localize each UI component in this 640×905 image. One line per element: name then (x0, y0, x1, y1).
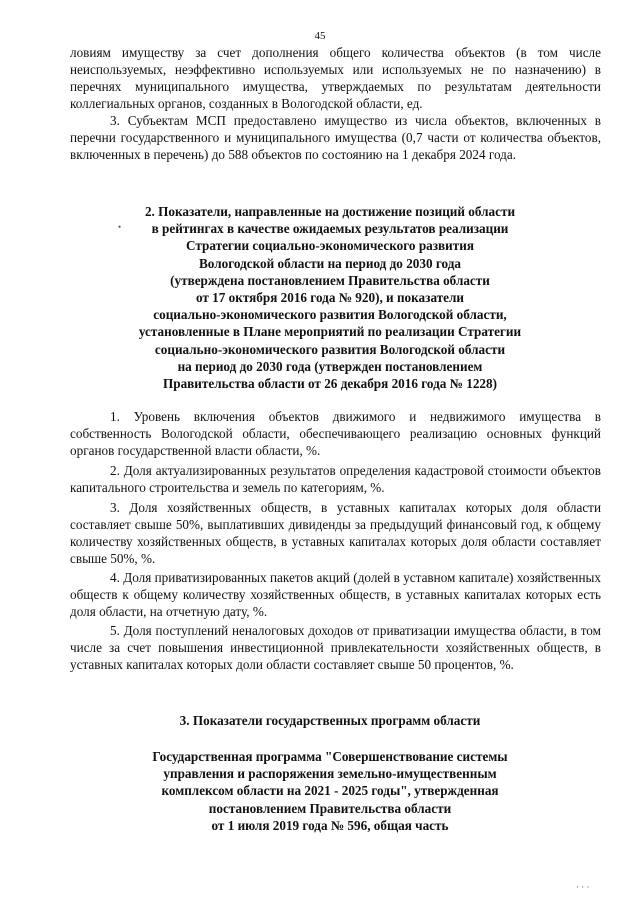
section-2-heading-line: социально-экономического развития Вологодской области, (153, 307, 507, 323)
section-2-heading (90, 203, 570, 392)
section-2-heading-line: от 17 октября 2016 года № 920), и показатели (195, 290, 465, 306)
program-heading-line: постановлением Правительства области (208, 800, 452, 816)
section-2-item-4: 4. Доля приватизированных пакетов акций (долей в уставном капитале) хозяйственных обществ к общему количеству хозяйственных обществ, в уставных капиталах которых есть доля области, на отчетную дату, %. (70, 570, 601, 619)
section-2-heading-line: (утверждена постановлением Правительства области (170, 272, 490, 288)
section-2-heading-line: Стратегии социально-экономического развития (186, 238, 474, 254)
intro-paragraph: ловиям имуществу за счет дополнения общего количества объектов (в том числе неиспользуемых, неэффективно используемых или используемых не по назначению) в перечнях муниципального имущества, утверждаемых по результатам деятельности коллегиальных органов, созданных в Вологодской области, ед. (70, 45, 601, 111)
section-2-item-3: 3. Доля хозяйственных обществ, в уставных капиталах которых доля области составляет свыше 50%, выплативших дивиденды за предыдущий финансовый год, к общему количеству хозяйственных обществ, в уставных капиталах которых доля области составляет свыше 50%, %. (70, 500, 601, 566)
program-heading-line: от 1 июля 2019 года № 596, общая часть (211, 817, 449, 833)
page-number: 45 (314, 30, 326, 42)
section-2-heading-line: Правительства области от 26 декабря 2016 года № 1228) (162, 376, 497, 392)
section-2-item-5: 5. Доля поступлений неналоговых доходов от приватизации имущества области, в том числе за счет повышения инвестиционной привлекательности хозяйственных обществ, в уставных капиталах которых доли области составляет свыше 50 процентов, %. (70, 623, 601, 672)
section-2-heading-line: на период до 2030 года (утвержден постановлением (177, 358, 483, 374)
section-2-heading-line: Вологодской области на период до 2030 года (198, 255, 462, 271)
section-2-heading-line: установленные в Плане мероприятий по реализации Стратегии (138, 324, 522, 340)
section-3-heading: 3. Показатели государственных программ области (179, 713, 481, 728)
program-heading-line: управления и распоряжения земельно-имущественным (163, 766, 497, 782)
scan-speck: · · · (576, 882, 590, 892)
section-2-heading-line: в рейтингах в качестве ожидаемых результатов реализации (151, 221, 509, 237)
section-2-item-1: 1. Уровень включения объектов движимого и недвижимого имущества в собственность Вологодской области, обеспечивающего реализацию основных функций органов государственной власти области, %. (70, 409, 601, 458)
section-2-heading-line: 2. Показатели, направленные на достижение позиций области (144, 204, 516, 219)
scan-speck: • (118, 222, 122, 232)
program-heading-line: Государственная программа "Совершенствование системы (152, 749, 508, 764)
intro-item-3: 3. Субъектам МСП предоставлено имуществo из числа объектов, включенных в перечни государственного и муниципального имущества (0,7 части от количества объектов, включенных в перечень) до 588 объектов по состоянию на 1 декабря 2024 года. (70, 113, 601, 162)
section-2-item-2: 2. Доля актуализированных результатов определения кадастровой стоимости объектов капитального строительства и земель по категориям, %. (70, 463, 601, 495)
program-heading (90, 748, 570, 834)
program-heading-line: комплексом области на 2021 - 2025 годы", утвержденная (161, 783, 499, 799)
section-2-heading-line: социально-экономического развития Вологодской области (154, 341, 506, 357)
